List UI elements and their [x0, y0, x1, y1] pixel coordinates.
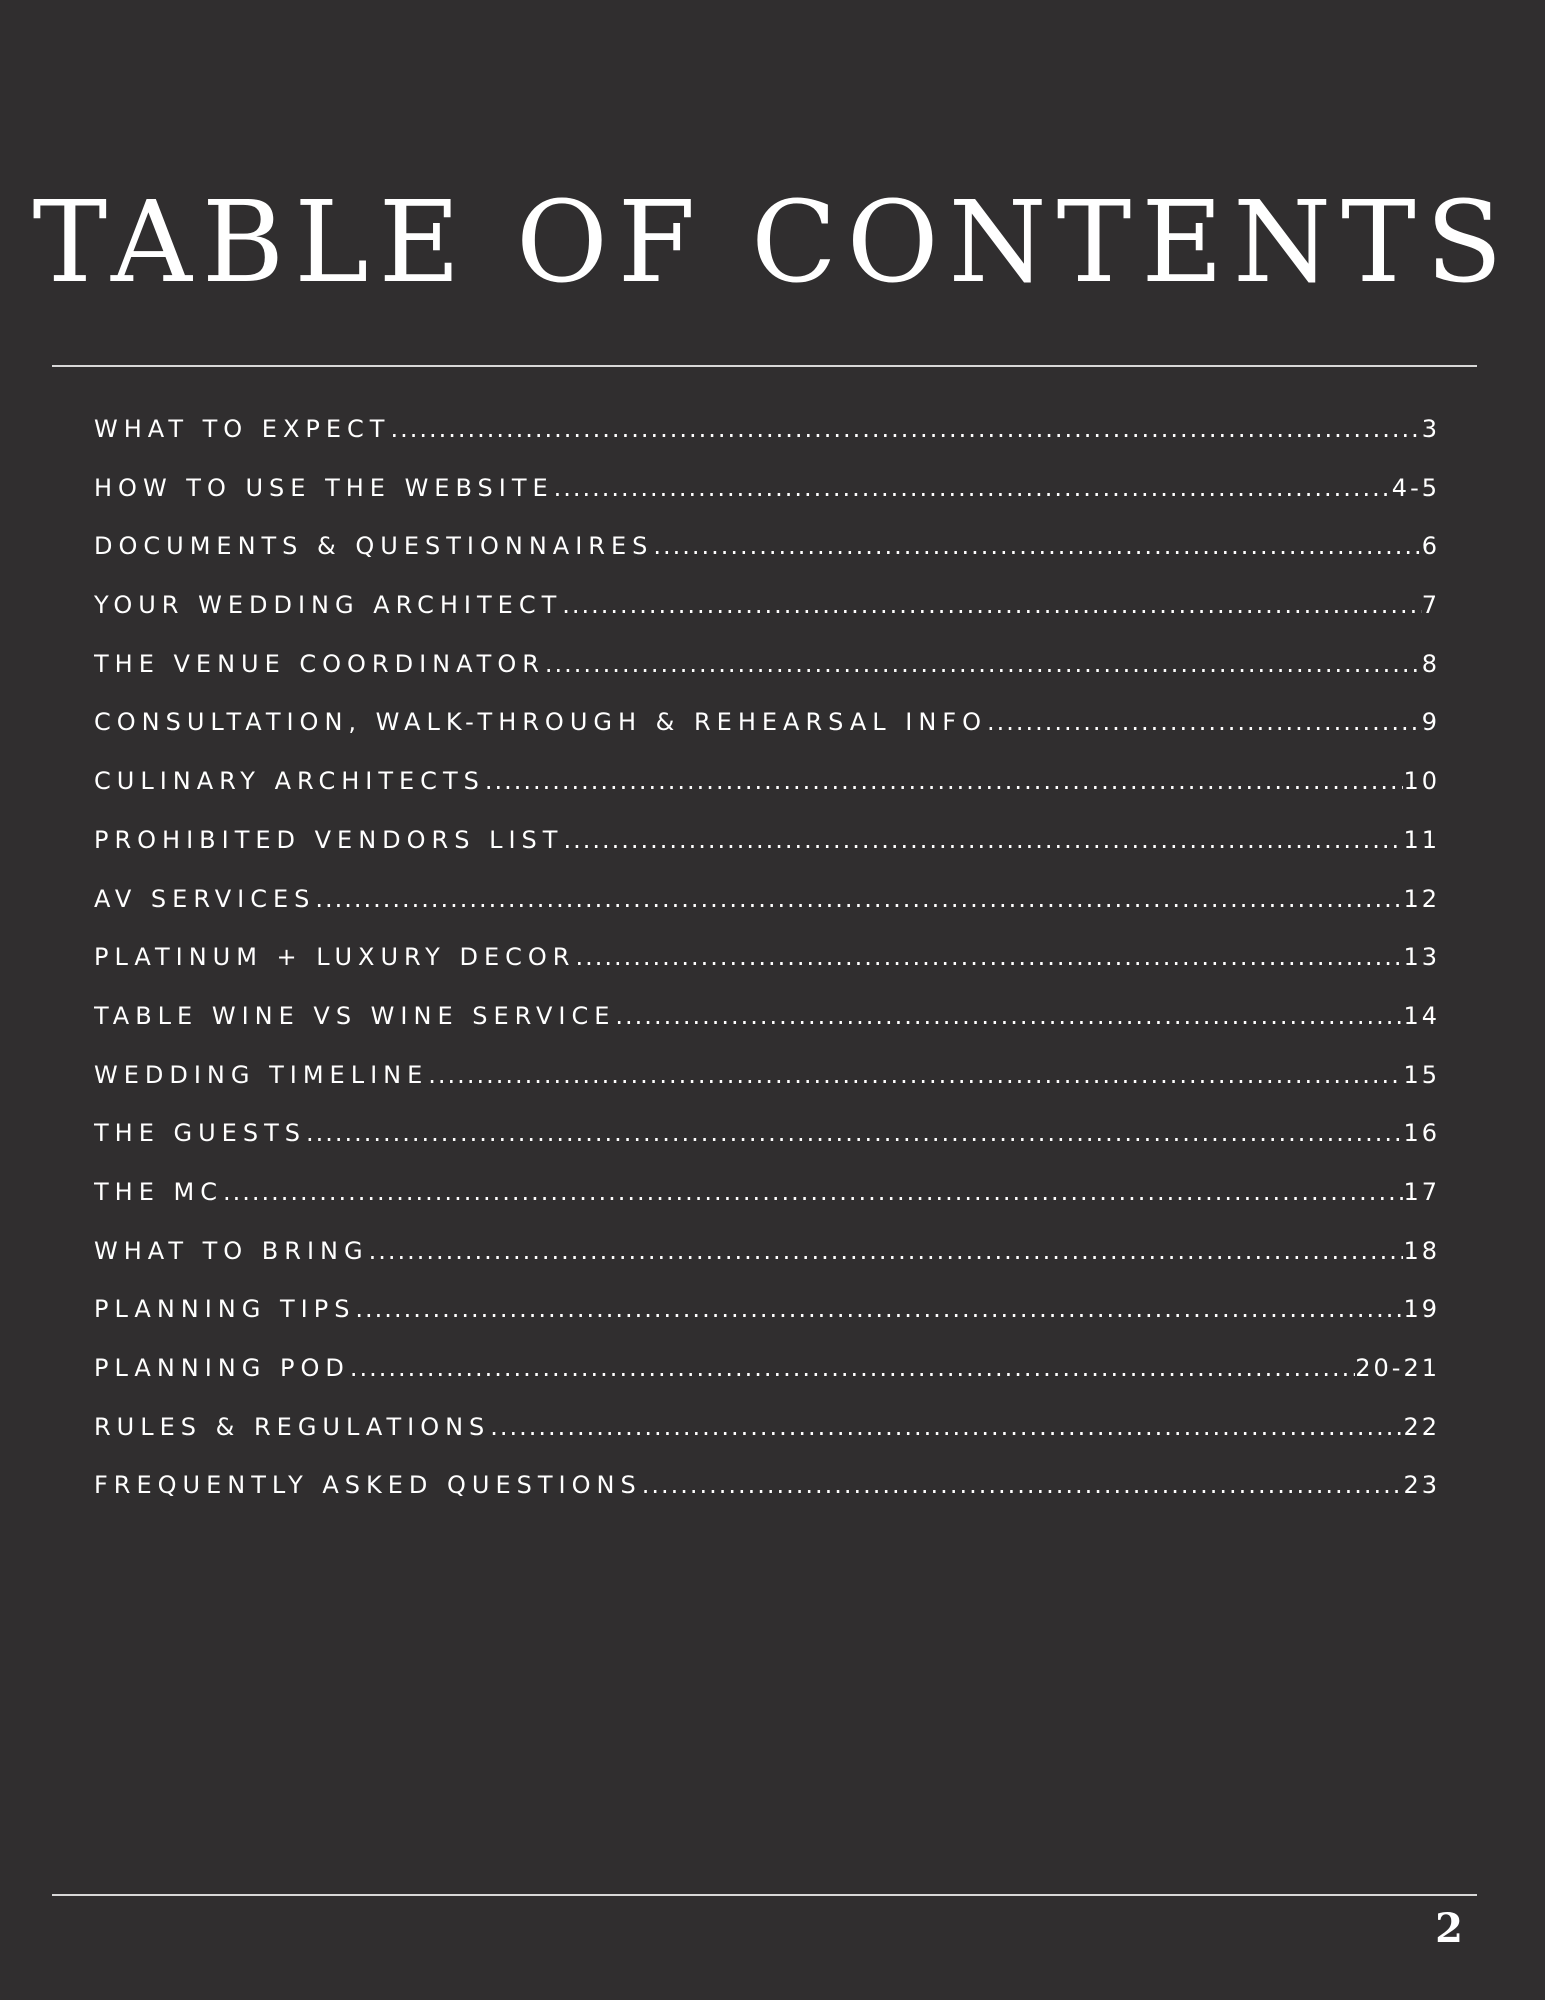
- toc-dot-leader: [223, 1178, 1403, 1206]
- toc-entry[interactable]: [94, 1413, 1440, 1472]
- toc-entry[interactable]: [94, 650, 1440, 709]
- toc-dot-leader: [653, 532, 1421, 560]
- toc-dot-leader: [545, 650, 1422, 678]
- toc-dot-leader: [562, 591, 1421, 619]
- toc-entry-label: PLANNING TIPS: [94, 1295, 356, 1324]
- toc-entry-page: 19: [1403, 1295, 1440, 1324]
- toc-entry-page: 12: [1403, 884, 1440, 913]
- toc-entry-label: THE MC: [94, 1177, 223, 1206]
- toc-dot-leader: [306, 1119, 1403, 1147]
- toc-entry[interactable]: [94, 826, 1440, 885]
- toc-entry-page: 15: [1403, 1060, 1440, 1089]
- toc-entry-page: 7: [1421, 591, 1440, 620]
- toc-entry-page: 9: [1421, 708, 1440, 737]
- toc-entry[interactable]: [94, 1119, 1440, 1178]
- toc-dot-leader: [485, 767, 1404, 795]
- toc-entry[interactable]: [94, 1002, 1440, 1061]
- toc-entry-page: 22: [1403, 1412, 1440, 1441]
- toc-entry[interactable]: [94, 1471, 1440, 1530]
- toc-entry-label: PLATINUM + LUXURY DECOR: [94, 943, 576, 972]
- toc-dot-leader: [563, 826, 1403, 854]
- page-number: 2: [1435, 1905, 1463, 1952]
- toc-entry-label: YOUR WEDDING ARCHITECT: [94, 591, 563, 620]
- toc-entry[interactable]: [94, 708, 1440, 767]
- toc-entry[interactable]: [94, 1061, 1440, 1120]
- toc-entry-page: 23: [1403, 1471, 1440, 1500]
- toc-dot-leader: [428, 1061, 1403, 1089]
- toc-entry-label: WHAT TO BRING: [94, 1236, 369, 1265]
- toc-entry-label: PROHIBITED VENDORS LIST: [94, 825, 564, 854]
- toc-entry-label: RULES & REGULATIONS: [94, 1412, 491, 1441]
- toc-entry-page: 8: [1421, 649, 1440, 678]
- toc-entry-label: WEDDING TIMELINE: [94, 1060, 429, 1089]
- toc-entry[interactable]: [94, 943, 1440, 1002]
- toc-entry-page: 13: [1403, 943, 1440, 972]
- toc-entry-page: 6: [1421, 532, 1440, 561]
- toc-entry-label: DOCUMENTS & QUESTIONNAIRES: [94, 532, 654, 561]
- toc-entry-label: HOW TO USE THE WEBSITE: [94, 473, 554, 502]
- toc-dot-leader: [642, 1471, 1404, 1499]
- toc-entry-label: AV SERVICES: [94, 884, 316, 913]
- toc-entry-page: 17: [1403, 1177, 1440, 1206]
- toc-dot-leader: [554, 474, 1392, 502]
- toc-entry-label: CULINARY ARCHITECTS: [94, 767, 485, 796]
- toc-entry[interactable]: [94, 591, 1440, 650]
- toc-entry-page: 14: [1403, 1001, 1440, 1030]
- toc-entry-label: THE VENUE COORDINATOR: [94, 649, 545, 678]
- toc-dot-leader: [490, 1413, 1403, 1441]
- page-title: TABLE OF CONTENTS: [32, 178, 1513, 308]
- toc-entry-label: PLANNING POD: [94, 1354, 350, 1382]
- bottom-divider: [52, 1894, 1477, 1896]
- toc-entry[interactable]: [94, 415, 1440, 474]
- toc-entry[interactable]: [94, 1178, 1440, 1237]
- toc-entry-page: 18: [1403, 1236, 1440, 1265]
- toc-entry-label: TABLE WINE VS WINE SERVICE: [94, 1001, 616, 1030]
- toc-dot-leader: [369, 1237, 1404, 1265]
- toc-entry-label: THE GUESTS: [94, 1119, 306, 1148]
- toc-dot-leader: [987, 708, 1422, 736]
- toc-dot-leader: [315, 885, 1403, 913]
- toc-entry[interactable]: [94, 767, 1440, 826]
- table-of-contents: [94, 415, 1440, 1530]
- toc-dot-leader: [355, 1295, 1403, 1323]
- toc-entry-page: 16: [1403, 1119, 1440, 1148]
- toc-entry-label: FREQUENTLY ASKED QUESTIONS: [94, 1471, 642, 1500]
- toc-entry-page: 11: [1403, 825, 1440, 854]
- toc-entry-page: 3: [1421, 415, 1440, 443]
- toc-entry-page: 10: [1403, 767, 1440, 796]
- toc-entry[interactable]: [94, 1295, 1440, 1354]
- top-divider: [52, 365, 1477, 367]
- toc-entry[interactable]: [94, 1354, 1440, 1413]
- toc-entry-page: 4-5: [1391, 473, 1440, 502]
- toc-entry[interactable]: [94, 885, 1440, 944]
- toc-dot-leader: [390, 415, 1421, 443]
- toc-entry-label: WHAT TO EXPECT: [94, 415, 391, 443]
- toc-entry[interactable]: [94, 474, 1440, 533]
- toc-entry-page: 20-21: [1355, 1354, 1440, 1382]
- toc-entry[interactable]: [94, 532, 1440, 591]
- toc-entry[interactable]: [94, 1237, 1440, 1296]
- toc-dot-leader: [575, 943, 1403, 971]
- toc-dot-leader: [350, 1354, 1355, 1382]
- toc-entry-label: CONSULTATION, WALK-THROUGH & REHEARSAL INFO: [94, 708, 987, 737]
- toc-dot-leader: [615, 1002, 1403, 1030]
